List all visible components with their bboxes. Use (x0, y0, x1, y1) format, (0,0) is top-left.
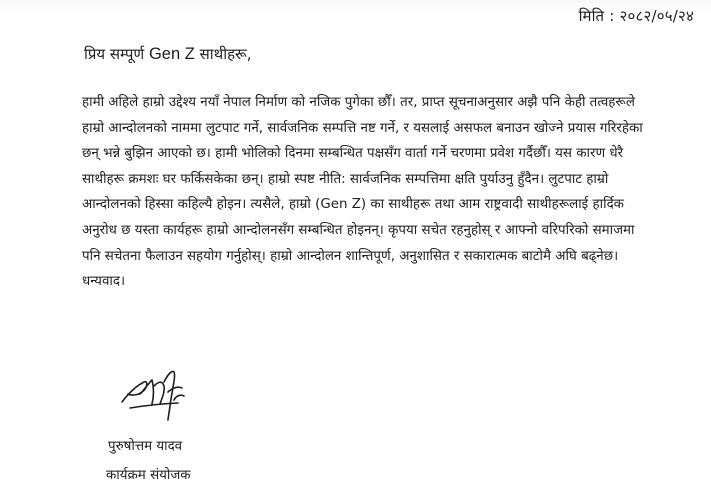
salutation-gen-z: Gen Z (148, 45, 195, 63)
handwritten-signature (118, 364, 198, 424)
body-line-4: साथीहरू क्रमशः घर फर्किसकेका छन्। हाम्रो स्पष्ट नीति: सार्वजनिक सम्पत्तिमा क्षति पुर्याउनु हुँदैन। लुटपाट हाम्रो (82, 171, 609, 187)
body-line-1: हामी अहिले हाम्रो उद्देश्य नयाँ नेपाल निर्माण को नजिक पुगेका छौँ। तर, प्राप्त सूचनाअनुसार अझै पनि केही तत्वहरूले (82, 95, 635, 110)
body-line-6: अनुरोध छ यस्ता कार्यहरू हाम्रो आन्दोलनसँग सम्बन्धित होइनन्। कृपया सचेत रहनुहोस् र आफ्नो वरिपरिको समाजमा (82, 222, 635, 238)
body-line-7: पनि सचेतना फैलाउन सहयोग गर्नुहोस्। हाम्रो आन्दोलन शान्तिपूर्ण, अनुशासित र सकारात्मक बाटोमै अघि बढ्नेछ। (82, 248, 619, 264)
letter-body (82, 90, 682, 295)
signer-name: पुरुषोत्तम यादव (108, 439, 183, 454)
salutation-prefix: प्रिय सम्पूर्ण (84, 45, 149, 63)
letter-date: मिति : २०८२/०५/२४ (578, 7, 694, 25)
body-line-3: छन् भन्ने बुझिन आएको छ। हामी भोलिको दिनमा सम्बन्धित पक्षसँग वार्ता गर्ने चरणमा प्रवेश गर्दैछौँ। यस कारण धेरै (82, 146, 624, 162)
closing-thanks: धन्यवाद। (82, 274, 126, 290)
body-line-2: हाम्रो आन्दोलनको नाममा लुटपाट गर्ने, सार्वजनिक सम्पत्ति नष्ट गर्ने, र यसलाई असफल बनाउन खोज्ने प्रयास गरिरहेका (82, 120, 643, 136)
salutation-suffix: साथीहरू, (194, 45, 252, 63)
body-line-5: आन्दोलनको हिस्सा कहिल्यै होइन। त्यसैले, हाम्रो (Gen Z) का साथीहरू तथा आम राष्ट्रवादी साथीहरूलाई हार्दिक (82, 197, 624, 213)
salutation (84, 44, 251, 64)
signer-title: कार्यक्रम संयोजक (106, 468, 191, 483)
